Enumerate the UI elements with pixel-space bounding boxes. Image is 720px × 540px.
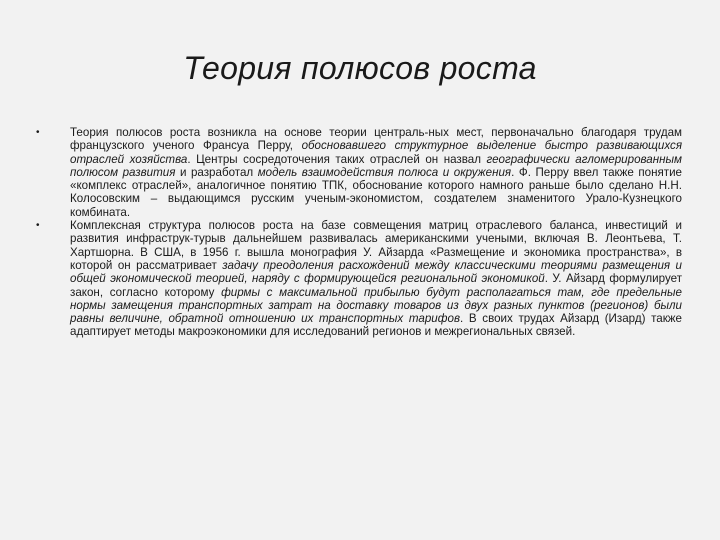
text-segment: Комплексная структура полюсов роста на базе совмещения матриц отраслевого баланса, инвестиций и развития инфраструк-турыв дальнейшем развивалась американскими учеными, включая В. Леонтьева, Т. Хартшорна. В США, в 1956 г. вышла монография У. Айзарда «Размещение и экономика пространства», в которой он рассматривает: [70, 219, 682, 272]
text-segment-italic: фирмы с максимальной прибылью будут располагаться там, где предельные нормы замещения транспортных затрат на доставку товаров из двух разных пунктов (регионов) были равны величине, обратной отношению их транспортных тарифов: [70, 285, 682, 326]
bullet-item-1: [36, 126, 682, 219]
paragraph-growth-poles-theory: [70, 126, 682, 219]
bullet-item-2: [36, 219, 682, 339]
text-segment-italic: географически агломерированным полюсом развития: [70, 152, 682, 179]
text-segment: . У. Айзард формулирует закон, согласно которому: [70, 272, 683, 299]
text-segment: . Центры сосредоточения таких отраслей он назвал: [187, 152, 487, 166]
text-segment-italic: модель взаимодействия полюса и окружения: [257, 165, 512, 179]
bullet-marker: •: [36, 127, 40, 138]
text-segment: . В своих трудах Айзард (Изард) также адаптирует методы макроэкономики для исследований регионов и межрегиональных связей.: [70, 312, 682, 339]
paragraph-complex-structure: [70, 219, 682, 339]
text-segment: Теория полюсов роста возникла на основе теории централь-ных мест, первоначально благодаря трудам французского ученого Франсуа Перру,: [70, 126, 682, 153]
text-segment-italic: обосновавшего структурное выделение быстро развивающихся отраслей хозяйства: [70, 139, 683, 166]
text-segment: и разработал: [175, 165, 258, 179]
bullet-list: [36, 126, 682, 339]
text-segment-italic: задачу преодоления расхождений между классическими теориями размещения и общей экономической теорией, наряду с формирующейся региональной экономикой: [70, 258, 682, 286]
text-segment: . Ф. Перру ввел также понятие «комплекс отраслей», аналогичное понятию ТПК, обоснование которого намного раньше было сделано Н.Н. Колосовским – выдающимся русским ученым-экономистом, создателем знаменитого Урало-Кузнецкого комбината.: [70, 165, 683, 219]
bullet-marker: •: [36, 220, 40, 232]
slide-title: Теория полюсов роста: [183, 50, 537, 86]
